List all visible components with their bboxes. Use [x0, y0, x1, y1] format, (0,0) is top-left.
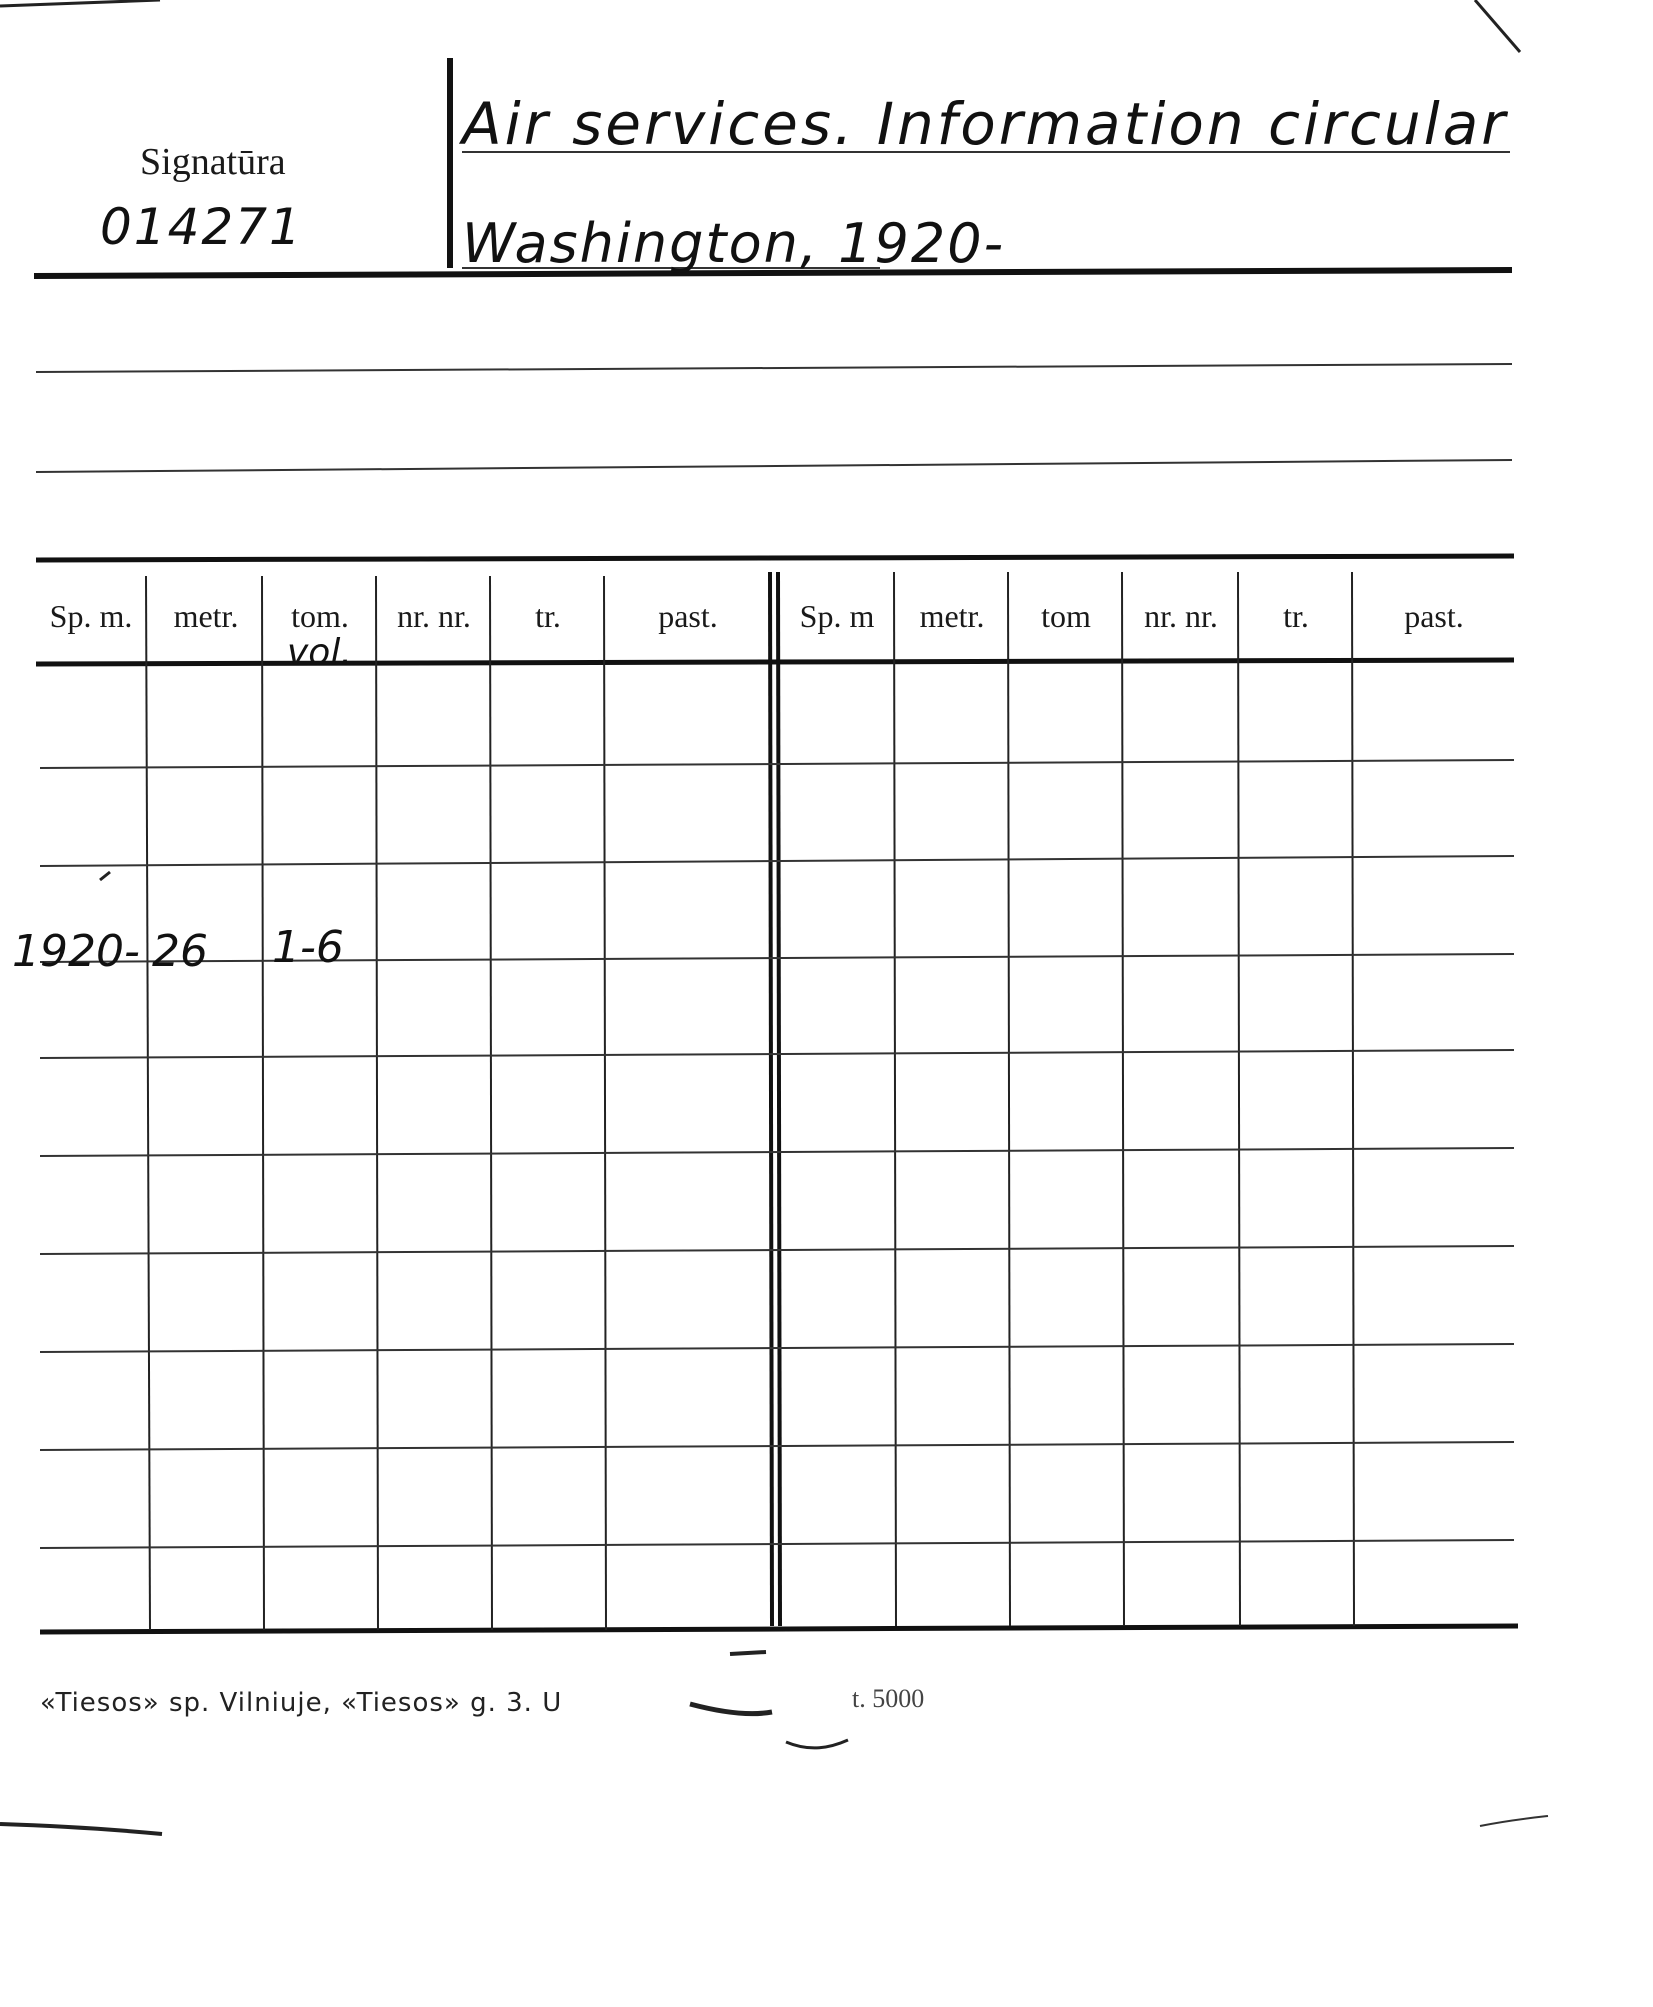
column-header-tom-2: tom — [1041, 598, 1091, 634]
column-header-past-2: past. — [1404, 598, 1464, 634]
volume-note: vol. — [287, 632, 352, 673]
column-header-tr-2: tr. — [1283, 598, 1309, 634]
title-line-1: Air services. Information circular — [462, 90, 1509, 158]
signature-value: 014271 — [100, 198, 303, 256]
column-header-sp-m: Sp. m. — [49, 598, 133, 634]
column-header-metr: metr. — [173, 598, 239, 634]
printer-imprint: «Tiesos» sp. Vilniuje, «Tiesos» g. 3. U — [40, 1688, 563, 1718]
column-header-tom: tom. — [291, 598, 349, 634]
column-header-nr-nr-2: nr. nr. — [1144, 598, 1218, 634]
column-header-past: past. — [658, 598, 718, 634]
column-header-nr-nr: nr. nr. — [397, 598, 471, 634]
print-run: t. 5000 — [852, 1684, 925, 1713]
entry-sp-m: 1920- — [12, 926, 140, 977]
column-header-sp-m-2: Sp. m — [799, 598, 875, 634]
signature-label: Signatūra — [140, 141, 286, 183]
column-header-tr: tr. — [535, 598, 561, 634]
entry-tom: 1-6 — [272, 922, 344, 973]
title-line-2: Washington, 1920- — [462, 212, 1006, 275]
entry-metr: 26 — [152, 926, 208, 977]
column-header-metr-2: metr. — [919, 598, 985, 634]
